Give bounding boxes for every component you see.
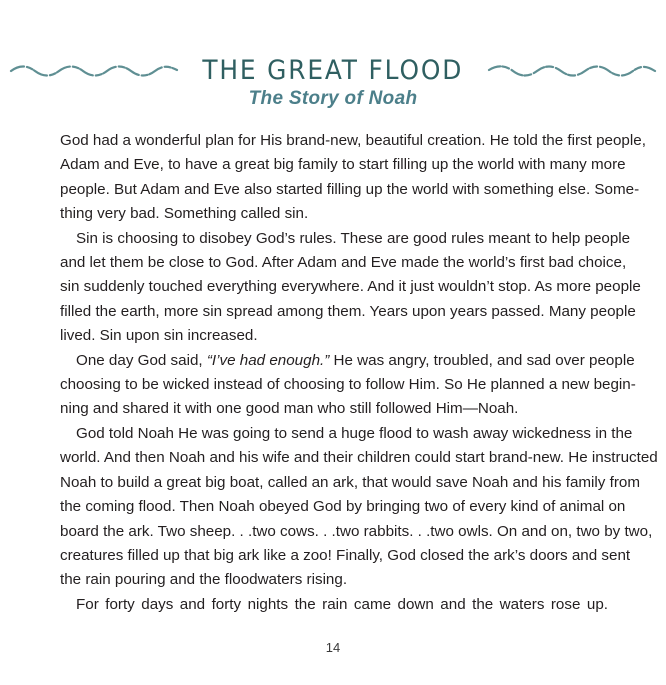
text-line: lived. Sin upon sin increased.	[60, 327, 258, 345]
text-line: God told Noah He was going to send a huge flood to wash away wickedness in the	[76, 424, 633, 442]
text-line: choosing to be wicked instead of choosing to follow Him. So He planned a new begin-	[60, 376, 636, 394]
text-line: Sin is choosing to disobey God’s rules. These are good rules meant to help people	[76, 229, 631, 247]
paragraph	[60, 349, 636, 422]
text-line: ning and shared it with one good man who still followed Him—Noah.	[60, 400, 519, 418]
text-line: For forty days and forty nights the rain came down and the waters rose up.	[76, 595, 608, 613]
page-subtitle: The Story of Noah	[248, 88, 418, 109]
title-row	[0, 50, 666, 90]
paragraph	[60, 593, 608, 617]
paragraph	[60, 129, 646, 227]
page-number: 14	[325, 640, 341, 655]
page-title: THE GREAT FLOOD	[202, 54, 464, 86]
text-line: Noah to build a great big boat, called an ark, that would save Noah and his family from	[60, 473, 640, 491]
text-segment: He was angry, troubled, and sad over people	[329, 351, 635, 369]
text-line: thing very bad. Something called sin.	[60, 205, 309, 223]
text-line: filled the earth, more sin spread among them. Years upon years passed. Many people	[60, 302, 636, 320]
paragraph	[60, 227, 641, 349]
text-line: sin suddenly touched everything everywhere. And it just wouldn’t stop. As more people	[60, 278, 641, 296]
wave-ornament-icon	[487, 62, 657, 78]
quote-text: “I’ve had enough.”	[206, 351, 330, 369]
text-line: and let them be close to God. After Adam and Eve made the world’s first bad choice,	[60, 254, 627, 272]
text-line: Adam and Eve, to have a great big family to start filling up the world with many more	[60, 156, 626, 174]
text-line: the coming flood. Then Noah obeyed God by bringing two of every kind of animal on	[60, 498, 626, 516]
text-line: God had a wonderful plan for His brand-new, beautiful creation. He told the first people,	[60, 132, 646, 149]
text-line: creatures filled up that big ark like a zoo! Finally, God closed the ark’s doors and sent	[60, 546, 631, 564]
text-line: board the ark. Two sheep. . .two cows. . .two rabbits. . .two owls. On and on, two by two,	[60, 522, 653, 540]
text-line: world. And then Noah and his wife and their children could start brand-new. He instructed	[60, 449, 658, 467]
paragraph	[60, 422, 658, 593]
text-line: people. But Adam and Eve also started filling up the world with something else. Some-	[60, 180, 640, 198]
text-line	[60, 349, 635, 373]
text-line: the rain pouring and the floodwaters rising.	[60, 571, 348, 589]
story-text	[60, 129, 658, 617]
wave-ornament-icon	[9, 62, 179, 78]
text-segment: One day God said,	[76, 351, 207, 369]
